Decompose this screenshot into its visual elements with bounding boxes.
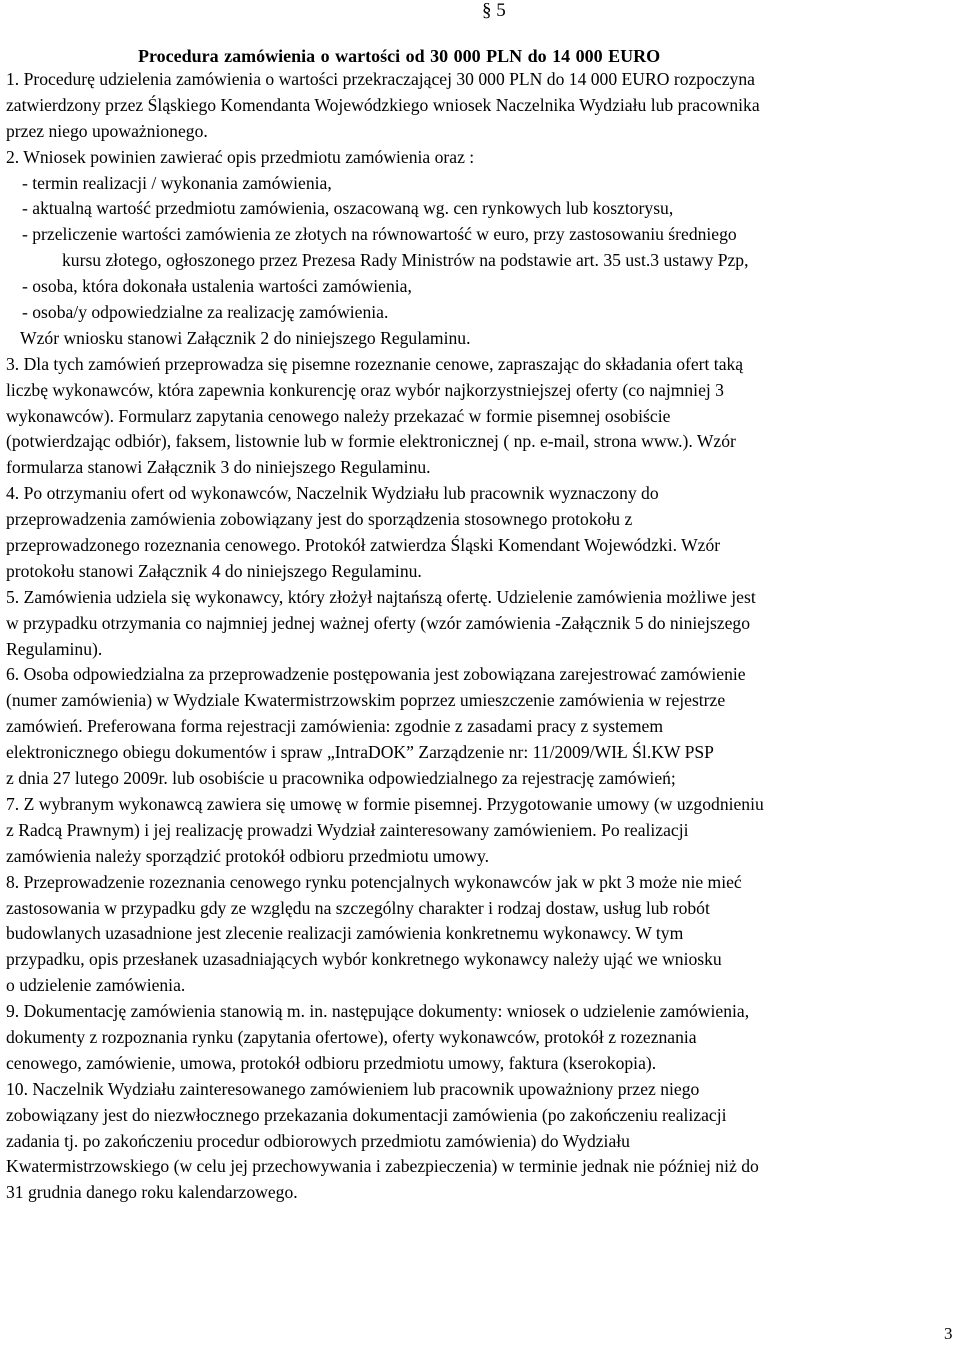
procedure-title: Procedura zamówienia o wartości od 30 000 PLN do 14 000 EURO (138, 46, 661, 66)
text-line: - termin realizacji / wykonania zamówienia, (22, 172, 332, 193)
section-mark: § 5 (482, 0, 506, 21)
text-line: - osoba, która dokonała ustalenia wartości zamówienia, (22, 276, 412, 297)
text-line: budowlanych uzasadnione jest zlecenie realizacji zamówienia konkretnemu wykonawcy. W tym (6, 923, 684, 944)
text-line: 4. Po otrzymaniu ofert od wykonawców, Naczelnik Wydziału lub pracownik wyznaczony do (6, 483, 659, 504)
text-line: 1. Procedurę udzielenia zamówienia o wartości przekraczającej 30 000 PLN do 14 000 EURO rozpoczyna (6, 69, 755, 89)
text-line: Regulaminu). (6, 638, 103, 659)
text-line: - osoba/y odpowiedzialne za realizację zamówienia. (22, 302, 389, 323)
text-line: Wzór wniosku stanowi Załącznik 2 do niniejszego Regulaminu. (20, 327, 471, 348)
text-line: kursu złotego, ogłoszonego przez Prezesa Rady Ministrów na podstawie art. 35 ust.3 ustawy Pzp, (62, 250, 749, 271)
text-line: (potwierdzając odbiór), faksem, listownie lub w formie elektronicznej ( np. e-mail, strona www.). Wzór (6, 431, 736, 452)
text-line: z Radcą Prawnym) i jej realizację prowadzi Wydział zainteresowany zamówieniem. Po realizacji (6, 819, 689, 840)
text-line: z dnia 27 lutego 2009r. lub osobiście u pracownika odpowiedzialnego za rejestrację zamówień; (6, 768, 676, 789)
text-line: wykonawców). Formularz zapytania cenowego należy przekazać w formie pisemnej osobiście (6, 405, 671, 426)
text-line: - aktualną wartość przedmiotu zamówienia, oszacowaną wg. cen rynkowych lub kosztorysu, (22, 198, 674, 219)
text-line: zatwierdzony przez Śląskiego Komendanta Wojewódzkiego wniosek Naczelnika Wydziału lub pracownika (6, 94, 760, 115)
text-line: 3. Dla tych zamówień przeprowadza się pisemne rozeznanie cenowe, zapraszając do składania ofert taką (6, 353, 744, 374)
text-line: 10. Naczelnik Wydziału zainteresowanego zamówieniem lub pracownik upoważniony przez niego (6, 1078, 700, 1099)
page-number: 3 (944, 1324, 953, 1343)
text-line: zamówienia należy sporządzić protokół odbioru przedmiotu umowy. (6, 845, 490, 866)
text-line: przypadku, opis przesłanek uzasadniających wybór konkretnego wykonawcy należy ująć we wniosku (6, 949, 722, 970)
text-line: 8. Przeprowadzenie rozeznania cenowego rynku potencjalnych wykonawców jak w pkt 3 może nie mieć (6, 871, 742, 892)
text-line: formularza stanowi Załącznik 3 do niniejszego Regulaminu. (6, 457, 431, 478)
text-line: Kwatermistrzowskiego (w celu jej przechowywania i zabezpieczenia) w terminie jednak nie później niż do (6, 1156, 759, 1177)
text-line: przez niego upoważnionego. (6, 120, 208, 141)
text-line: elektronicznego obiegu dokumentów i spraw „IntraDOK” Zarządzenie nr: 11/2009/WIŁ Śl.KW PSP (6, 742, 714, 763)
text-line: (numer zamówienia) w Wydziale Kwatermistrzowskim poprzez umieszczenie zamówienia w rejestrze (6, 690, 726, 711)
text-line: przeprowadzenia zamówienia zobowiązany jest do sporządzenia stosownego protokołu z (6, 509, 633, 530)
text-line: - przeliczenie wartości zamówienia ze złotych na równowartość w euro, przy zastosowaniu średniego (22, 224, 737, 245)
text-line: zastosowania w przypadku gdy ze względu na szczególny charakter i rodzaj dostaw, usług lub robót (6, 897, 710, 918)
text-line: 9. Dokumentację zamówienia stanowią m. in. następujące dokumenty: wniosek o udzielenie zamówienia, (6, 1001, 750, 1022)
text-line: 31 grudnia danego roku kalendarzowego. (6, 1182, 298, 1203)
text-line: zadania tj. po zakończeniu procedur odbiorowych przedmiotu zamówienia) do Wydziału (6, 1130, 630, 1151)
text-line: o udzielenie zamówienia. (6, 975, 186, 996)
text-line: 7. Z wybranym wykonawcą zawiera się umowę w formie pisemnej. Przygotowanie umowy (w uzgodnieniu (6, 793, 764, 814)
text-line: w przypadku otrzymania co najmniej jednej ważnej oferty (wzór zamówienia -Załącznik 5 do niniejszego (6, 612, 751, 633)
text-line: przeprowadzonego rozeznania cenowego. Protokół zatwierdza Śląski Komendant Wojewódzki. Wzór (6, 535, 721, 556)
document-body (6, 67, 954, 1206)
text-line: cenowego, zamówienie, umowa, protokół odbioru przedmiotu umowy, faktura (kserokopia). (6, 1052, 657, 1073)
text-line: liczbę wykonawców, która zapewnia konkurencję oraz wybór najkorzystniejszej oferty (co najmniej 3 (6, 379, 724, 400)
text-line: dokumenty z rozpoznania rynku (zapytania ofertowe), oferty wykonawców, protokół z rozeznania (6, 1026, 697, 1047)
text-line: protokołu stanowi Załącznik 4 do niniejszego Regulaminu. (6, 560, 422, 581)
text-line: 5. Zamówienia udziela się wykonawcy, który złożył najtańszą ofertę. Udzielenie zamówienia możliwe jest (6, 586, 756, 607)
text-line: zamówień. Preferowana forma rejestracji zamówienia: zgodnie z zasadami pracy z systemem (6, 716, 664, 737)
text-line: 2. Wniosek powinien zawierać opis przedmiotu zamówienia oraz : (6, 146, 475, 167)
text-line: 6. Osoba odpowiedzialna za przeprowadzenie postępowania jest zobowiązana zarejestrować zamówienie (6, 664, 746, 685)
text-line: zobowiązany jest do niezwłocznego przekazania dokumentacji zamówienia (po zakończeniu realizacji (6, 1104, 727, 1125)
